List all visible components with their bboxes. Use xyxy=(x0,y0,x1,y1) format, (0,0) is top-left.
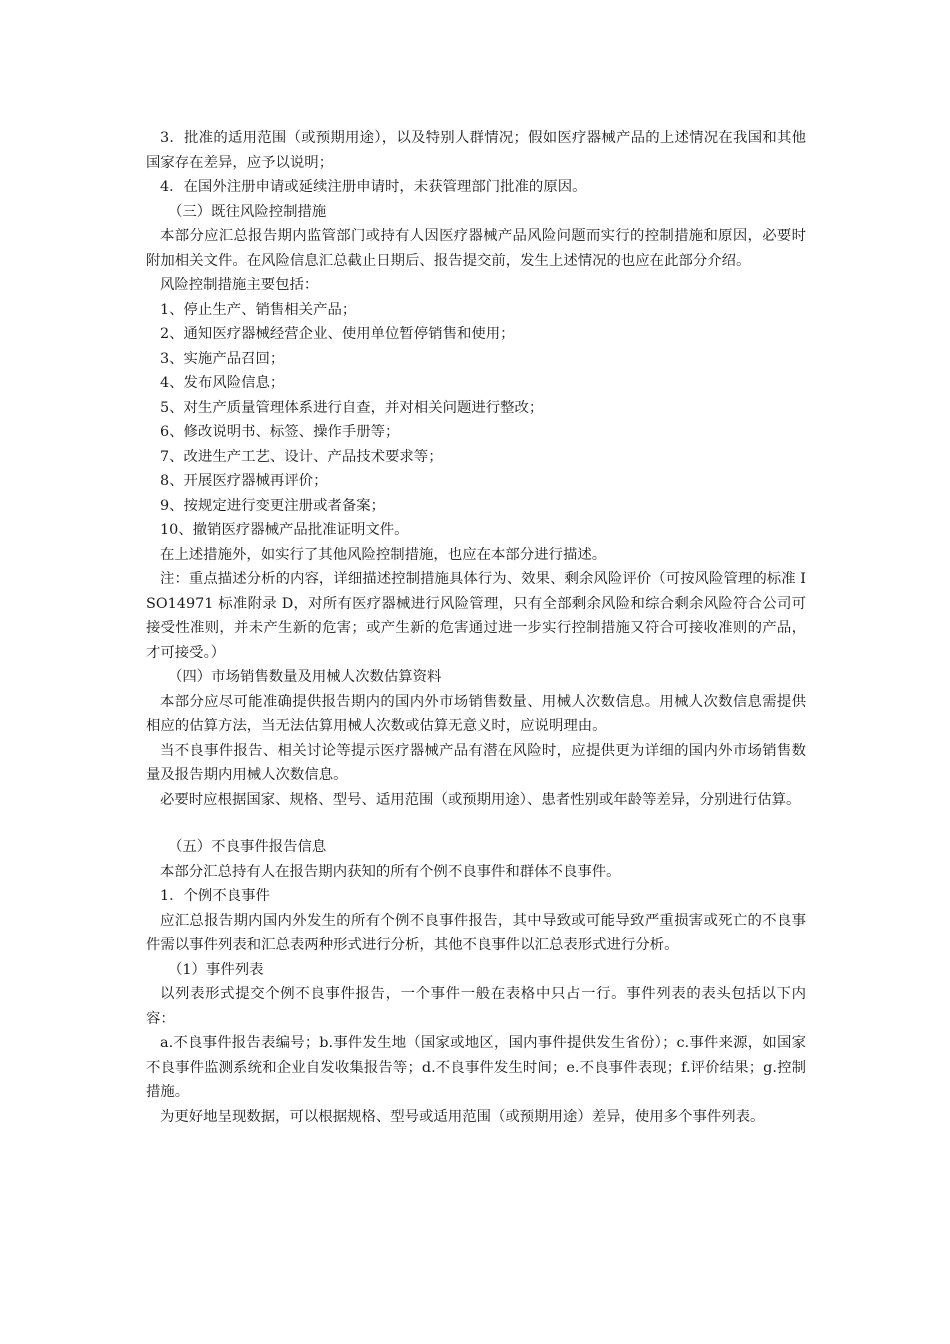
paragraph-rejection-reason: 4．在国外注册申请或延续注册申请时，未获管理部门批准的原因。 xyxy=(160,179,587,195)
list-item-measure-6: 6、修改说明书、标签、操作手册等； xyxy=(160,424,400,440)
document-page xyxy=(146,126,806,1129)
list-item-measure-10: 10、撤销医疗器械产品批准证明文件。 xyxy=(160,522,409,538)
blank-line xyxy=(146,812,806,835)
paragraph-event-list: 以列表形式提交个例不良事件报告，一个事件一般在表格中只占一行。事件列表的表头包括以下内容： xyxy=(146,986,806,1027)
list-item-measure-2: 2、通知医疗器械经营企业、使用单位暂停销售和使用； xyxy=(160,326,515,342)
paragraph-other-measures: 在上述措施外，如实行了其他风险控制措施，也应在本部分进行描述。 xyxy=(160,546,607,563)
section-heading-adverse-events: （五）不良事件报告信息 xyxy=(168,839,327,855)
list-item-measure-9: 9、按规定进行变更注册或者备案； xyxy=(160,497,386,514)
list-item-measure-8: 8、开展医疗器械再评价； xyxy=(160,473,328,489)
list-item-measure-5: 5、对生产质量管理体系进行自查，并对相关问题进行整改； xyxy=(160,399,544,416)
list-item-measure-3: 3、实施产品召回； xyxy=(160,350,285,367)
paragraph-approved-scope: 3．批准的适用范围（或预期用途），以及特别人群情况；假如医疗器械产品的上述情况在我国和其他国家存在差异，应予以说明； xyxy=(146,130,806,171)
subheading-individual-events: 1．个例不良事件 xyxy=(160,888,270,904)
list-item-measure-1: 1、停止生产、销售相关产品； xyxy=(160,301,357,318)
paragraph-adverse-events-summary: 本部分汇总持有人在报告期内获知的所有个例不良事件和群体不良事件。 xyxy=(160,863,621,880)
paragraph-note: 注：重点描述分析的内容，详细描述控制措施具体行为、效果、剩余风险评价（可按风险管理的标准 ISO14971 标准附录 D，对所有医疗器械进行风险管理，只有全部剩余风险和综合剩余风险符合公司可接受性准则，并未产生新的危害；或产生新的危害通过进一步实行控制措施又符合可接收准则的产品，才可接受。） xyxy=(146,571,806,661)
list-item-measure-4: 4、发布风险信息； xyxy=(160,375,285,391)
list-item-measure-7: 7、改进生产工艺、设计、产品技术要求等； xyxy=(160,448,443,465)
paragraph-detailed-sales: 当不良事件报告、相关讨论等提示医疗器械产品有潜在风险时，应提供更为详细的国内外市场销售数量及报告期内用械人次数信息。 xyxy=(146,742,806,783)
paragraph-risk-control-summary: 本部分应汇总报告期内监管部门或持有人因医疗器械产品风险问题而实行的控制措施和原因，必要时附加相关文件。在风险信息汇总截止日期后、报告提交前，发生上述情况的也应在此部分介绍。 xyxy=(146,228,806,269)
paragraph-market-sales: 本部分应尽可能准确提供报告期内的国内外市场销售数量、用械人次数信息。用械人次数信息需提供相应的估算方法，当无法估算用械人次数或估算无意义时，应说明理由。 xyxy=(146,693,806,734)
paragraph-estimation: 必要时应根据国家、规格、型号、适用范围（或预期用途）、患者性别或年龄等差异，分别进行估算。 xyxy=(160,791,801,808)
paragraph-multiple-lists: 为更好地呈现数据，可以根据规格、型号或适用范围（或预期用途）差异，使用多个事件列表。 xyxy=(160,1108,765,1125)
paragraph-individual-events: 应汇总报告期内国内外发生的所有个例不良事件报告，其中导致或可能导致严重损害或死亡的不良事件需以事件列表和汇总表两种形式进行分析，其他不良事件以汇总表形式进行分析。 xyxy=(146,912,806,953)
subheading-event-list: （1）事件列表 xyxy=(168,961,264,978)
paragraph-event-list-headers: a.不良事件报告表编号；b.事件发生地（国家或地区，国内事件提供发生省份）；c.事件来源，如国家不良事件监测系统和企业自发收集报告等；d.不良事件发生时间；e.不良事件表现；f.评价结果；g.控制措施。 xyxy=(146,1035,806,1100)
section-heading-market-sales: （四）市场销售数量及用械人次数估算资料 xyxy=(168,669,442,685)
section-heading-risk-control: （三）既往风险控制措施 xyxy=(168,203,327,220)
paragraph-risk-control-intro: 风险控制措施主要包括： xyxy=(160,277,319,293)
